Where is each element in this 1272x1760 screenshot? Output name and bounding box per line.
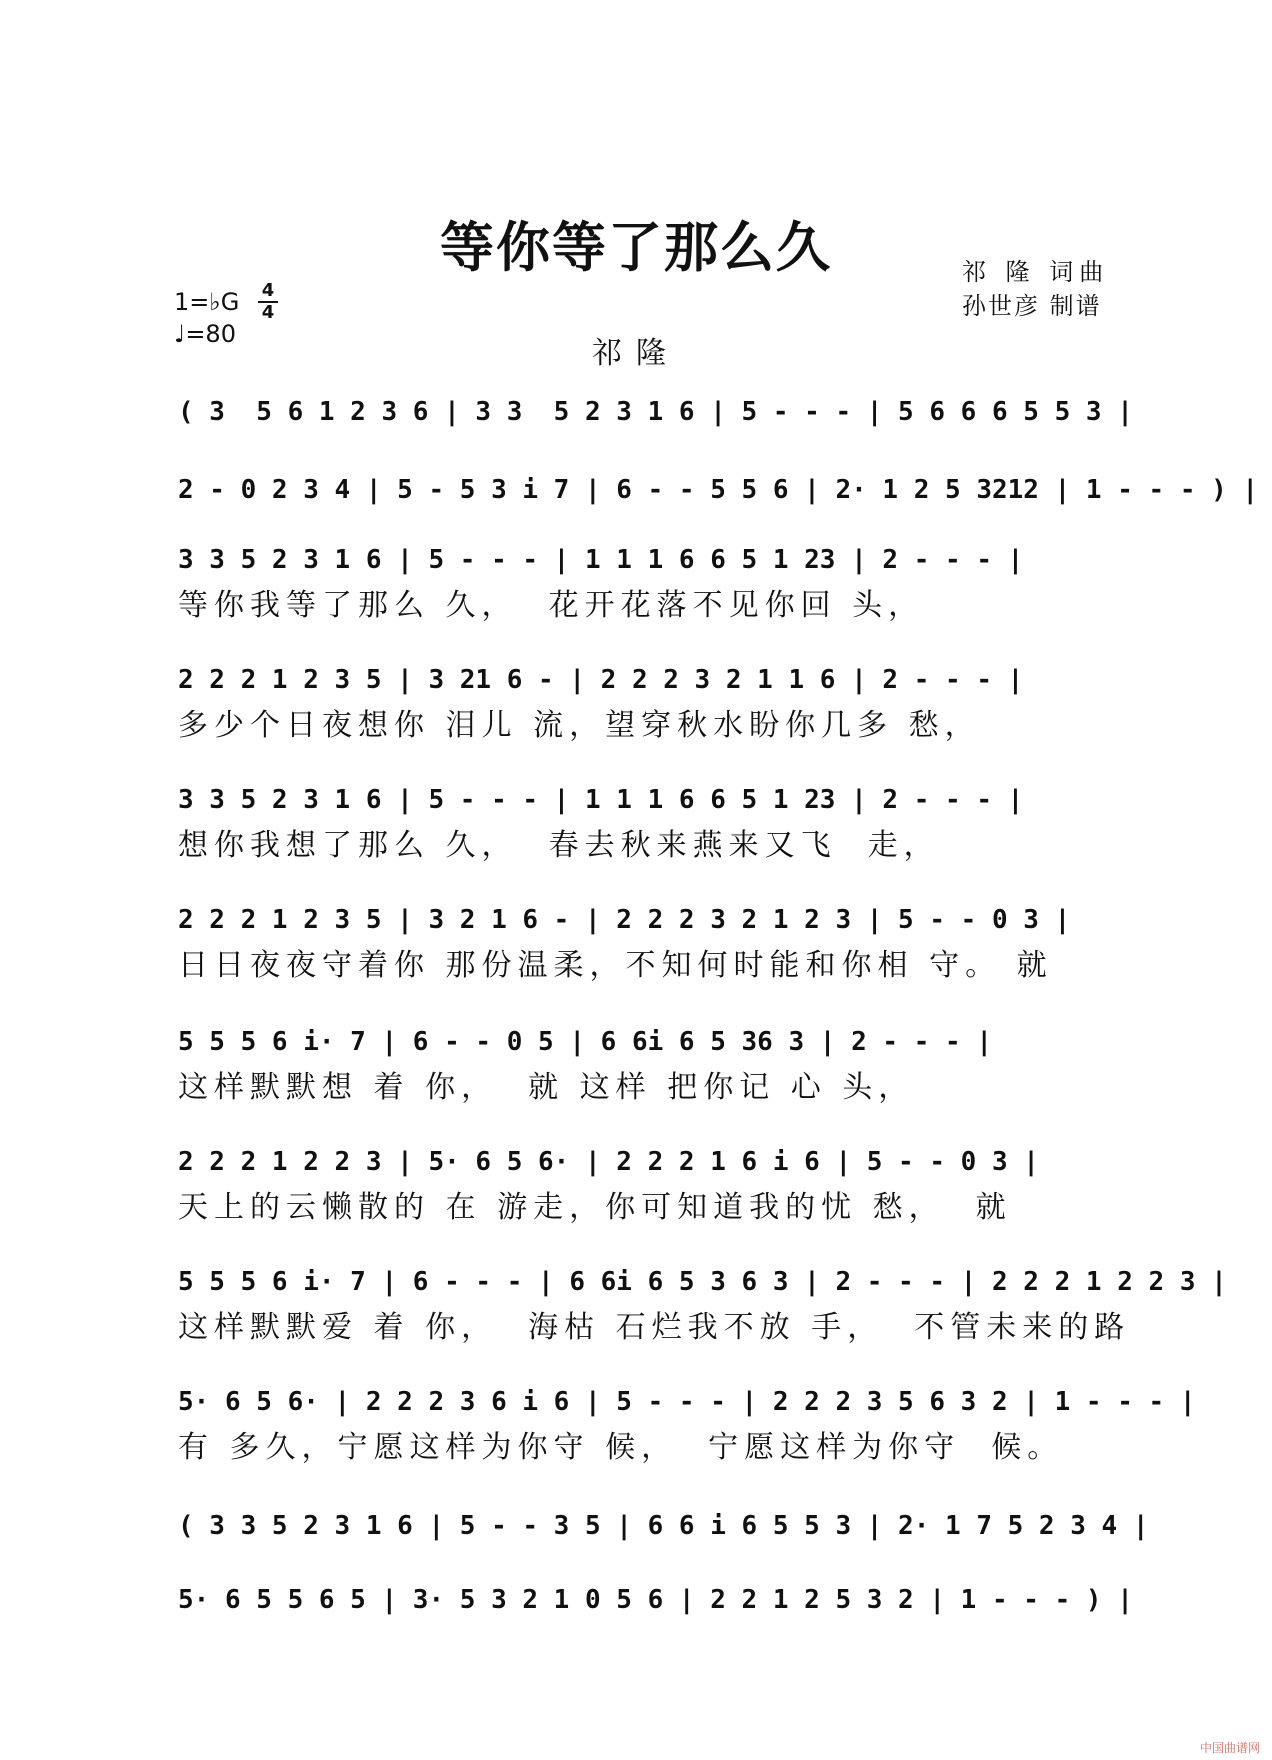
singer-name: 祁隆 — [592, 336, 680, 371]
key-signature: 1=♭G — [174, 288, 240, 316]
notation-line: 3 3 5 2 3 1 6 | 5 - - - | 1 1 1 6 6 5 1 23 | 2 - - - | — [178, 785, 1024, 815]
time-signature — [258, 282, 278, 322]
notation-line: 2 2 2 1 2 3 5 | 3 21 6 - | 2 2 2 3 2 1 1 6 | 2 - - - | — [178, 665, 1024, 695]
time-signature-top: 4 — [261, 280, 275, 301]
lyrics-line: 多少个日夜想你 泪儿 流，望穿秋水盼你几多 愁， — [178, 708, 981, 743]
credit-lyrics-music: 祁 隆 词曲 — [962, 258, 1110, 286]
lyrics-line: 等你我等了那么 久， 花开花落不见你回 头， — [178, 588, 925, 623]
page-title: 等你等了那么久 — [440, 216, 832, 279]
lyrics-line: 日日夜夜守着你 那份温柔，不知何时能和你相 守。 就 — [178, 948, 1053, 983]
notation-line: 5· 6 5 5 6 5 | 3· 5 3 2 1 0 5 6 | 2 2 1 2 5 3 2 | 1 - - - ) | — [178, 1585, 1133, 1615]
lyrics-line: 这样默默爱 着 你， 海枯 石烂我不放 手， 不管未来的路 — [178, 1310, 1131, 1345]
notation-line: ( 3 3 5 2 3 1 6 | 5 - - 3 5 | 6 6 i 6 5 5 3 | 2· 1 7 5 2 3 4 | — [178, 1511, 1149, 1541]
notation-line: 5 5 5 6 i· 7 | 6 - - - | 6 6i 6 5 3 6 3 | 2 - - - | 2 2 2 1 2 2 3 | — [178, 1267, 1227, 1297]
lyrics-line — [178, 1626, 1102, 1666]
notation-line: ( 3 5 6 1 2 3 6 | 3 3 5 2 3 1 6 | 5 - - - | 5 6 6 6 5 5 3 | — [178, 397, 1133, 427]
watermark: 中国曲谱网 — [1199, 1741, 1260, 1755]
lyrics-line: 想你我想了那么 久， 春去秋来燕来又飞 走， — [178, 828, 940, 863]
lyrics-line: 有 多久，宁愿这样为你守 候， 宁愿这样为你守 候。 — [178, 1430, 1064, 1465]
notation-line: 5· 6 5 6· | 2 2 2 3 6 i 6 | 5 - - - | 2 2 2 3 5 6 3 2 | 1 - - - | — [178, 1387, 1196, 1417]
notation-line: 3 3 5 2 3 1 6 | 5 - - - | 1 1 1 6 6 5 1 23 | 2 - - - | — [178, 545, 1024, 575]
time-signature-bottom: 4 — [261, 302, 275, 323]
notation-line: 2 - 0 2 3 4 | 5 - 5 3 i 7 | 6 - - 5 5 6 | 2· 1 2 5 3212 | 1 - - - ) | — [178, 475, 1259, 505]
notation-line: 2 2 2 1 2 3 5 | 3 2 1 6 - | 2 2 2 3 2 1 2 3 | 5 - - 0 3 | — [178, 905, 1071, 935]
notation-line: 5 5 5 6 i· 7 | 6 - - 0 5 | 6 6i 6 5 36 3 | 2 - - - | — [178, 1027, 992, 1057]
lyrics-line: 天上的云懒散的 在 游走，你可知道我的忧 愁， 就 — [178, 1190, 1012, 1225]
notation-line: 2 2 2 1 2 2 3 | 5· 6 5 6· | 2 2 2 1 6 i 6 | 5 - - 0 3 | — [178, 1147, 1039, 1177]
credit-notation: 孙世彦 制谱 — [962, 292, 1102, 320]
lyrics-line: 这样默默想 着 你， 就 这样 把你记 心 头， — [178, 1070, 915, 1105]
tempo-marking: ♩=80 — [174, 320, 236, 348]
